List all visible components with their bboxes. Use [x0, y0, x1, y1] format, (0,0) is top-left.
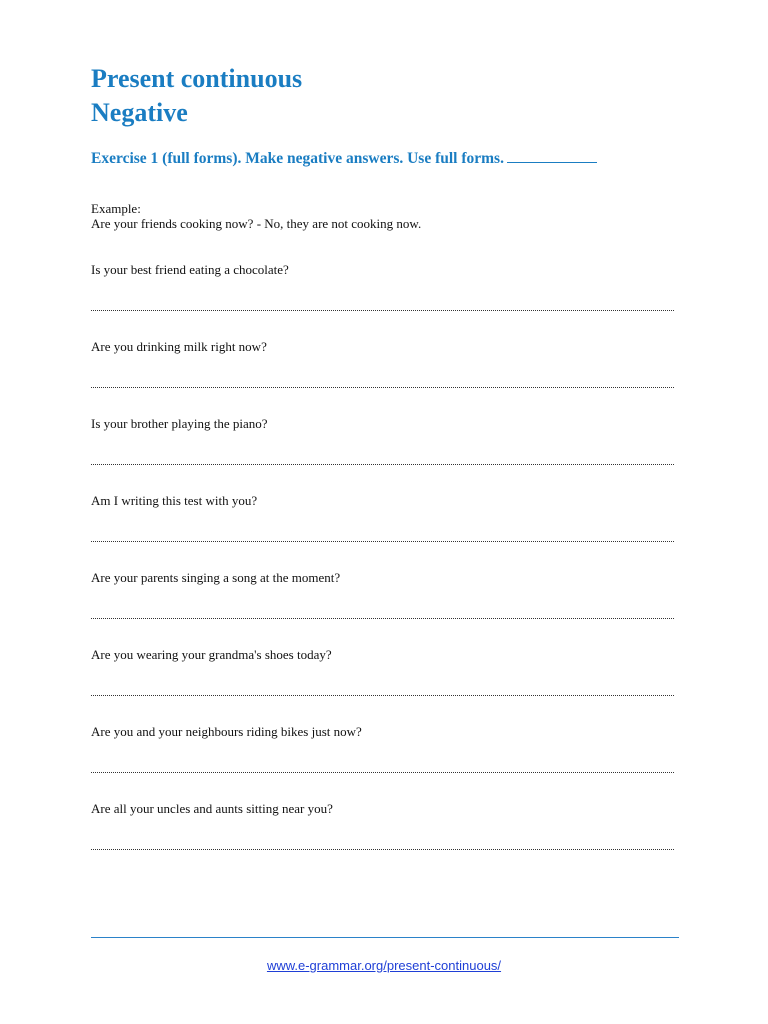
page-title: Present continuous: [91, 64, 303, 93]
answer-line-3[interactable]: [91, 464, 674, 465]
exercise-heading: [91, 148, 597, 169]
footer-link[interactable]: www.e-grammar.org/present-continuous/: [266, 958, 502, 973]
question-7: Are you and your neighbours riding bikes just now?: [91, 724, 362, 739]
example-block: [91, 201, 421, 231]
page-subtitle: Negative: [91, 98, 188, 127]
question-2: Are you drinking milk right now?: [91, 339, 267, 354]
answer-line-2[interactable]: [91, 387, 674, 388]
question-8: Are all your uncles and aunts sitting near you?: [91, 801, 333, 816]
footer-divider: [91, 937, 679, 938]
question-6: Are you wearing your grandma's shoes today?: [91, 647, 332, 662]
answer-line-8[interactable]: [91, 849, 674, 850]
footer: [0, 958, 768, 974]
answer-line-7[interactable]: [91, 772, 674, 773]
example-text: Are your friends cooking now? - No, they are not cooking now.: [91, 216, 422, 231]
answer-line-1[interactable]: [91, 310, 674, 311]
question-1: Is your best friend eating a chocolate?: [91, 262, 289, 277]
question-5: Are your parents singing a song at the moment?: [91, 570, 341, 585]
example-label: Example:: [91, 201, 141, 216]
question-3: Is your brother playing the piano?: [91, 416, 268, 431]
score-blank: [507, 148, 597, 163]
question-4: Am I writing this test with you?: [91, 493, 258, 508]
exercise-instructions: Exercise 1 (full forms). Make negative answers. Use full forms.: [91, 150, 504, 167]
answer-line-4[interactable]: [91, 541, 674, 542]
answer-line-5[interactable]: [91, 618, 674, 619]
answer-line-6[interactable]: [91, 695, 674, 696]
